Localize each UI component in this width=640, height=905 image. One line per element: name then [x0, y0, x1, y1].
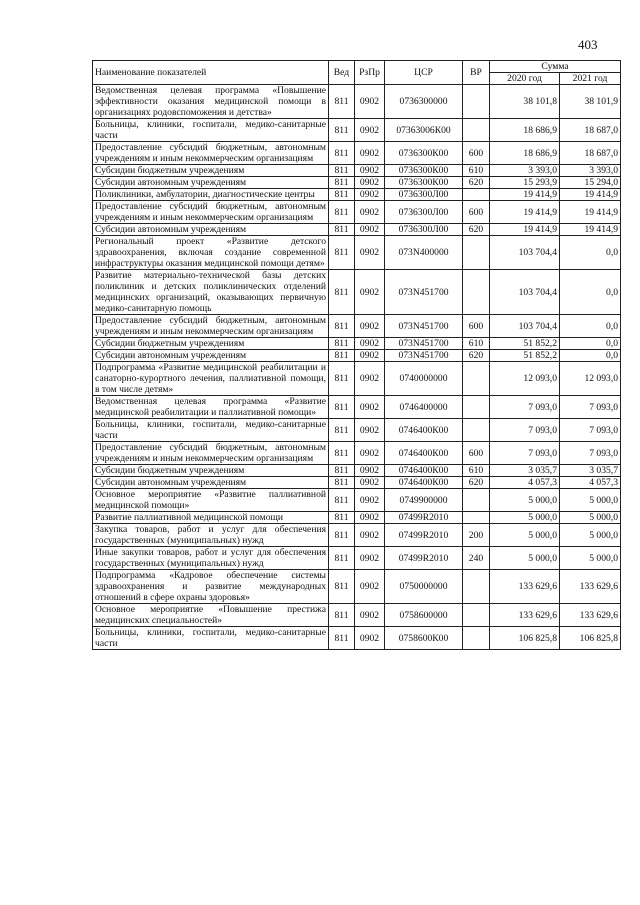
cell-name: Поликлиники, амбулатории, диагностические центры	[93, 189, 329, 201]
table-row	[93, 236, 621, 270]
cell-rzpr: 0902	[355, 547, 385, 570]
cell-ved: 811	[329, 465, 355, 477]
table-row	[93, 142, 621, 165]
cell-y2020: 103 704,4	[490, 236, 560, 270]
cell-rzpr: 0902	[355, 177, 385, 189]
cell-rzpr: 0902	[355, 236, 385, 270]
cell-y2020: 19 414,9	[490, 189, 560, 201]
cell-rzpr: 0902	[355, 201, 385, 224]
cell-y2021: 12 093,0	[560, 362, 621, 396]
header-vr: ВР	[463, 61, 490, 85]
cell-rzpr: 0902	[355, 350, 385, 362]
cell-csr: 0746400000	[385, 396, 463, 419]
cell-name: Больницы, клиники, госпитали, медико-санитарные части	[93, 627, 329, 650]
cell-y2020: 5 000,0	[490, 547, 560, 570]
cell-csr: 0736300Л00	[385, 224, 463, 236]
budget-table	[92, 60, 621, 650]
cell-csr: 0746400К00	[385, 477, 463, 489]
cell-y2021: 18 687,0	[560, 142, 621, 165]
cell-ved: 811	[329, 236, 355, 270]
cell-name: Больницы, клиники, госпитали, медико-санитарные части	[93, 419, 329, 442]
cell-name: Иные закупки товаров, работ и услуг для обеспечения государственных (муниципальных) нужд	[93, 547, 329, 570]
cell-vr: 200	[463, 524, 490, 547]
cell-csr: 073N451700	[385, 338, 463, 350]
cell-y2020: 51 852,2	[490, 338, 560, 350]
cell-csr: 07363006К00	[385, 119, 463, 142]
cell-name: Ведомственная целевая программа «Развитие медицинской реабилитации и паллиативной помощи»	[93, 396, 329, 419]
cell-vr	[463, 119, 490, 142]
cell-ved: 811	[329, 570, 355, 604]
cell-vr: 600	[463, 142, 490, 165]
table-row	[93, 177, 621, 189]
cell-name: Развитие материально-технической базы детских поликлиник и детских поликлинических отделений медицинских организаций, оказывающих первичную медико-санитарную помощь	[93, 270, 329, 315]
cell-y2020: 5 000,0	[490, 524, 560, 547]
table-row	[93, 85, 621, 119]
cell-y2021: 7 093,0	[560, 442, 621, 465]
cell-rzpr: 0902	[355, 570, 385, 604]
cell-vr	[463, 570, 490, 604]
cell-y2021: 19 414,9	[560, 189, 621, 201]
page-number: 403	[578, 37, 598, 52]
cell-y2021: 4 057,3	[560, 477, 621, 489]
cell-ved: 811	[329, 396, 355, 419]
cell-y2020: 7 093,0	[490, 419, 560, 442]
cell-csr: 0740000000	[385, 362, 463, 396]
table-row	[93, 315, 621, 338]
cell-y2021: 5 000,0	[560, 489, 621, 512]
cell-y2020: 5 000,0	[490, 512, 560, 524]
cell-csr: 073N451700	[385, 350, 463, 362]
cell-y2021: 0,0	[560, 315, 621, 338]
cell-rzpr: 0902	[355, 315, 385, 338]
cell-y2021: 7 093,0	[560, 396, 621, 419]
table-row	[93, 201, 621, 224]
table-row	[93, 362, 621, 396]
cell-y2021: 106 825,8	[560, 627, 621, 650]
cell-name: Предоставление субсидий бюджетным, автономным учреждениям и иным некоммерческим организациям	[93, 142, 329, 165]
cell-rzpr: 0902	[355, 338, 385, 350]
cell-vr	[463, 604, 490, 627]
cell-rzpr: 0902	[355, 362, 385, 396]
table-row	[93, 512, 621, 524]
table-row	[93, 224, 621, 236]
cell-name: Субсидии бюджетным учреждениям	[93, 338, 329, 350]
cell-vr: 620	[463, 350, 490, 362]
cell-name: Развитие паллиативной медицинской помощи	[93, 512, 329, 524]
cell-name: Субсидии бюджетным учреждениям	[93, 465, 329, 477]
cell-name: Подпрограмма «Кадровое обеспечение системы здравоохранения и развитие международных отношений в сфере охраны здоровья»	[93, 570, 329, 604]
cell-ved: 811	[329, 224, 355, 236]
cell-rzpr: 0902	[355, 396, 385, 419]
cell-y2021: 38 101,9	[560, 85, 621, 119]
cell-vr	[463, 270, 490, 315]
cell-csr: 0736300К00	[385, 142, 463, 165]
cell-vr	[463, 396, 490, 419]
cell-y2020: 7 093,0	[490, 442, 560, 465]
cell-csr: 0758600000	[385, 604, 463, 627]
cell-y2021: 0,0	[560, 270, 621, 315]
table-row	[93, 350, 621, 362]
cell-csr: 073N451700	[385, 270, 463, 315]
cell-ved: 811	[329, 177, 355, 189]
cell-csr: 073N400000	[385, 236, 463, 270]
cell-rzpr: 0902	[355, 477, 385, 489]
cell-ved: 811	[329, 315, 355, 338]
cell-csr: 0750000000	[385, 570, 463, 604]
table-row	[93, 270, 621, 315]
cell-y2021: 5 000,0	[560, 524, 621, 547]
header-name: Наименование показателей	[93, 61, 329, 85]
cell-vr	[463, 489, 490, 512]
cell-csr: 0736300000	[385, 85, 463, 119]
cell-y2020: 12 093,0	[490, 362, 560, 396]
cell-vr: 600	[463, 201, 490, 224]
cell-ved: 811	[329, 165, 355, 177]
cell-rzpr: 0902	[355, 119, 385, 142]
cell-csr: 0746400К00	[385, 442, 463, 465]
cell-name: Субсидии бюджетным учреждениям	[93, 165, 329, 177]
cell-csr: 0749900000	[385, 489, 463, 512]
cell-rzpr: 0902	[355, 627, 385, 650]
table-row	[93, 489, 621, 512]
cell-ved: 811	[329, 85, 355, 119]
cell-name: Основное мероприятие «Повышение престижа медицинских специальностей»	[93, 604, 329, 627]
cell-y2021: 7 093,0	[560, 419, 621, 442]
cell-name: Предоставление субсидий бюджетным, автономным учреждениям и иным некоммерческим организациям	[93, 442, 329, 465]
cell-csr: 0736300К00	[385, 165, 463, 177]
cell-name: Подпрограмма «Развитие медицинской реабилитации и санаторно-курортного лечения, паллиативной помощи, в том числе детям»	[93, 362, 329, 396]
cell-y2020: 3 393,0	[490, 165, 560, 177]
cell-ved: 811	[329, 627, 355, 650]
cell-vr	[463, 419, 490, 442]
cell-y2020: 18 686,9	[490, 142, 560, 165]
cell-rzpr: 0902	[355, 224, 385, 236]
cell-rzpr: 0902	[355, 524, 385, 547]
cell-vr: 240	[463, 547, 490, 570]
table-row	[93, 627, 621, 650]
cell-y2020: 51 852,2	[490, 350, 560, 362]
cell-y2020: 133 629,6	[490, 570, 560, 604]
cell-y2020: 3 035,7	[490, 465, 560, 477]
cell-y2020: 106 825,8	[490, 627, 560, 650]
header-2021: 2021 год	[560, 73, 621, 85]
cell-rzpr: 0902	[355, 85, 385, 119]
cell-ved: 811	[329, 547, 355, 570]
cell-y2021: 3 035,7	[560, 465, 621, 477]
cell-y2020: 18 686,9	[490, 119, 560, 142]
table-body	[93, 85, 621, 650]
cell-rzpr: 0902	[355, 604, 385, 627]
cell-y2020: 19 414,9	[490, 224, 560, 236]
table-row	[93, 396, 621, 419]
table-row	[93, 338, 621, 350]
cell-ved: 811	[329, 119, 355, 142]
table-row	[93, 119, 621, 142]
cell-csr: 0746400К00	[385, 419, 463, 442]
cell-rzpr: 0902	[355, 142, 385, 165]
header-csr: ЦСР	[385, 61, 463, 85]
cell-rzpr: 0902	[355, 512, 385, 524]
header-2020: 2020 год	[490, 73, 560, 85]
cell-vr: 610	[463, 165, 490, 177]
cell-name: Региональный проект «Развитие детского здравоохранения, включая создание современной инфраструктуры оказания медицинской помощи детям»	[93, 236, 329, 270]
cell-name: Основное мероприятие «Развитие паллиативной медицинской помощи»	[93, 489, 329, 512]
table-row	[93, 547, 621, 570]
cell-rzpr: 0902	[355, 465, 385, 477]
cell-rzpr: 0902	[355, 489, 385, 512]
cell-name: Предоставление субсидий бюджетным, автономным учреждениям и иным некоммерческим организациям	[93, 315, 329, 338]
cell-vr: 600	[463, 442, 490, 465]
cell-csr: 0736300Л00	[385, 201, 463, 224]
cell-y2021: 15 294,0	[560, 177, 621, 189]
cell-y2020: 103 704,4	[490, 270, 560, 315]
table-row	[93, 570, 621, 604]
cell-ved: 811	[329, 489, 355, 512]
cell-y2020: 38 101,8	[490, 85, 560, 119]
cell-rzpr: 0902	[355, 270, 385, 315]
table-row	[93, 419, 621, 442]
cell-vr	[463, 627, 490, 650]
cell-rzpr: 0902	[355, 165, 385, 177]
cell-vr	[463, 362, 490, 396]
cell-y2020: 19 414,9	[490, 201, 560, 224]
cell-vr: 610	[463, 338, 490, 350]
cell-csr: 07499R2010	[385, 524, 463, 547]
cell-rzpr: 0902	[355, 189, 385, 201]
table-row	[93, 524, 621, 547]
cell-y2020: 15 293,9	[490, 177, 560, 189]
cell-ved: 811	[329, 270, 355, 315]
cell-y2020: 103 704,4	[490, 315, 560, 338]
cell-ved: 811	[329, 477, 355, 489]
cell-vr: 620	[463, 177, 490, 189]
table-row	[93, 477, 621, 489]
cell-vr	[463, 189, 490, 201]
table-row	[93, 442, 621, 465]
cell-y2021: 0,0	[560, 236, 621, 270]
cell-ved: 811	[329, 442, 355, 465]
cell-rzpr: 0902	[355, 442, 385, 465]
cell-ved: 811	[329, 338, 355, 350]
cell-ved: 811	[329, 524, 355, 547]
cell-csr: 07499R2010	[385, 512, 463, 524]
cell-name: Больницы, клиники, госпитали, медико-санитарные части	[93, 119, 329, 142]
cell-y2021: 18 687,0	[560, 119, 621, 142]
table-row	[93, 189, 621, 201]
cell-csr: 073N451700	[385, 315, 463, 338]
cell-vr	[463, 85, 490, 119]
cell-ved: 811	[329, 350, 355, 362]
cell-y2020: 133 629,6	[490, 604, 560, 627]
cell-rzpr: 0902	[355, 419, 385, 442]
cell-ved: 811	[329, 142, 355, 165]
cell-name: Субсидии автономным учреждениям	[93, 477, 329, 489]
cell-ved: 811	[329, 189, 355, 201]
cell-name: Субсидии автономным учреждениям	[93, 224, 329, 236]
cell-y2021: 5 000,0	[560, 547, 621, 570]
cell-csr: 0736300Л00	[385, 189, 463, 201]
cell-y2020: 4 057,3	[490, 477, 560, 489]
table-row	[93, 465, 621, 477]
cell-csr: 0746400К00	[385, 465, 463, 477]
cell-y2021: 19 414,9	[560, 224, 621, 236]
cell-csr: 0736300К00	[385, 177, 463, 189]
cell-vr: 610	[463, 465, 490, 477]
cell-ved: 811	[329, 362, 355, 396]
cell-vr	[463, 512, 490, 524]
cell-ved: 811	[329, 604, 355, 627]
cell-csr: 0758600К00	[385, 627, 463, 650]
cell-ved: 811	[329, 512, 355, 524]
cell-name: Субсидии автономным учреждениям	[93, 177, 329, 189]
header-ved: Вед	[329, 61, 355, 85]
cell-y2020: 5 000,0	[490, 489, 560, 512]
cell-name: Закупка товаров, работ и услуг для обеспечения государственных (муниципальных) нужд	[93, 524, 329, 547]
cell-name: Ведомственная целевая программа «Повышение эффективности оказания медицинской помощи в организациях родовспоможения и детства»	[93, 85, 329, 119]
cell-y2021: 0,0	[560, 350, 621, 362]
cell-y2021: 0,0	[560, 338, 621, 350]
cell-vr	[463, 236, 490, 270]
cell-csr: 07499R2010	[385, 547, 463, 570]
header-rzpr: РзПр	[355, 61, 385, 85]
table-row	[93, 604, 621, 627]
header-sum: Сумма	[490, 61, 621, 73]
table-row	[93, 165, 621, 177]
cell-y2021: 5 000,0	[560, 512, 621, 524]
cell-name: Субсидии автономным учреждениям	[93, 350, 329, 362]
cell-ved: 811	[329, 201, 355, 224]
cell-y2021: 19 414,9	[560, 201, 621, 224]
cell-name: Предоставление субсидий бюджетным, автономным учреждениям и иным некоммерческим организациям	[93, 201, 329, 224]
cell-vr: 620	[463, 224, 490, 236]
cell-y2021: 133 629,6	[560, 604, 621, 627]
cell-ved: 811	[329, 419, 355, 442]
cell-y2021: 133 629,6	[560, 570, 621, 604]
cell-y2020: 7 093,0	[490, 396, 560, 419]
cell-vr: 600	[463, 315, 490, 338]
cell-vr: 620	[463, 477, 490, 489]
cell-y2021: 3 393,0	[560, 165, 621, 177]
